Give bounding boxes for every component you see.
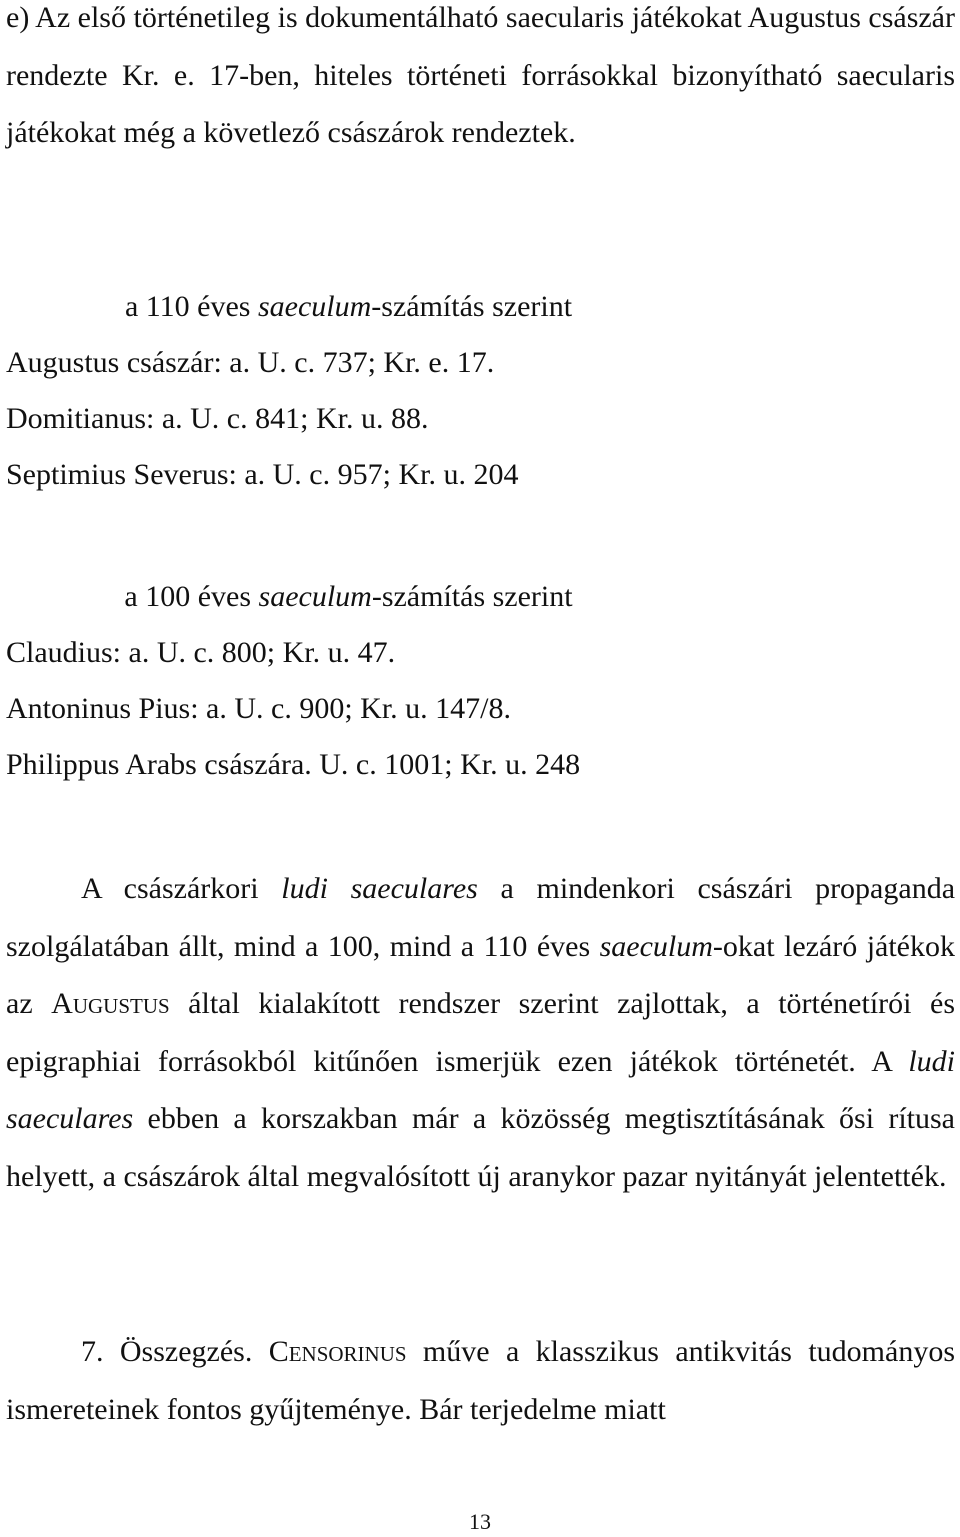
p4-text-1: 7. Összegzés.: [81, 1335, 269, 1368]
p3-text-5: ebben a korszakban már a közösség megtisztításának ősi rítusa helyett, a császárok által megvalósított új aranykor pazar nyitányát jelentették.: [6, 1102, 955, 1193]
heading-100-italic: saeculum: [258, 580, 372, 613]
list-item: Antoninus Pius: a. U. c. 900; Kr. u. 147/8.: [6, 692, 512, 725]
summary-paragraph: [6, 1323, 955, 1438]
p4-smallcaps-1: Censorinus: [268, 1335, 407, 1368]
heading-110-prefix: a 110 éves: [124, 290, 258, 323]
page-number: 13: [469, 1509, 491, 1534]
p3-italic-2: saeculum: [599, 929, 713, 963]
heading-100-prefix: a 100 éves: [124, 580, 259, 613]
imperial-games-paragraph: [6, 860, 955, 1205]
intro-text: e) Az első történetileg is dokumentálható saecularis játékokat Augustus császár rendezte Kr. e. 17-ben, hiteles történeti forrásokkal bizonyítható saecularis játékokat még a követlező császárok rendeztek.: [6, 1, 955, 149]
p3-text-3: -okat lezáró játékok az: [6, 929, 955, 1020]
p3-smallcaps-1: Augustus: [51, 987, 170, 1020]
intro-paragraph: [6, 0, 955, 162]
heading-110-italic: saeculum: [257, 290, 372, 323]
p3-text-2: a mindenkori császári propaganda szolgálatában állt, mind a 100, mind a 110 éves: [6, 872, 956, 963]
heading-110-suffix: -számítás szerint: [371, 290, 573, 323]
emperor-list-110: [6, 335, 518, 503]
list-item: Philippus Arabs császára. U. c. 1001; Kr. u. 248: [6, 748, 581, 781]
emperor-list-100: [6, 625, 580, 793]
list-item: Septimius Severus: a. U. c. 957; Kr. u. 204: [6, 458, 519, 491]
p3-italic-3: ludi saeculares: [6, 1044, 955, 1135]
p3-text-1: A császárkori: [81, 872, 282, 905]
heading-100-suffix: -számítás szerint: [371, 580, 573, 613]
p3-italic-1: ludi saeculares: [281, 872, 478, 905]
list-item: Claudius: a. U. c. 800; Kr. u. 47.: [6, 636, 396, 669]
section-heading-100: [0, 569, 823, 625]
p4-text-2: műve a klasszikus antikvitás tudományos ismereteinek fontos gyűjteménye. Bár terjedelme miatt: [6, 1335, 956, 1426]
section-heading-110: [0, 279, 823, 335]
list-item: Augustus császár: a. U. c. 737; Kr. e. 17.: [6, 346, 495, 379]
p3-text-4: által kialakított rendszer szerint zajlottak, a történetírói és epigraphiai forrásokból kitűnően ismerjük ezen játékok történetét. A: [6, 987, 955, 1078]
list-item: Domitianus: a. U. c. 841; Kr. u. 88.: [6, 402, 429, 435]
